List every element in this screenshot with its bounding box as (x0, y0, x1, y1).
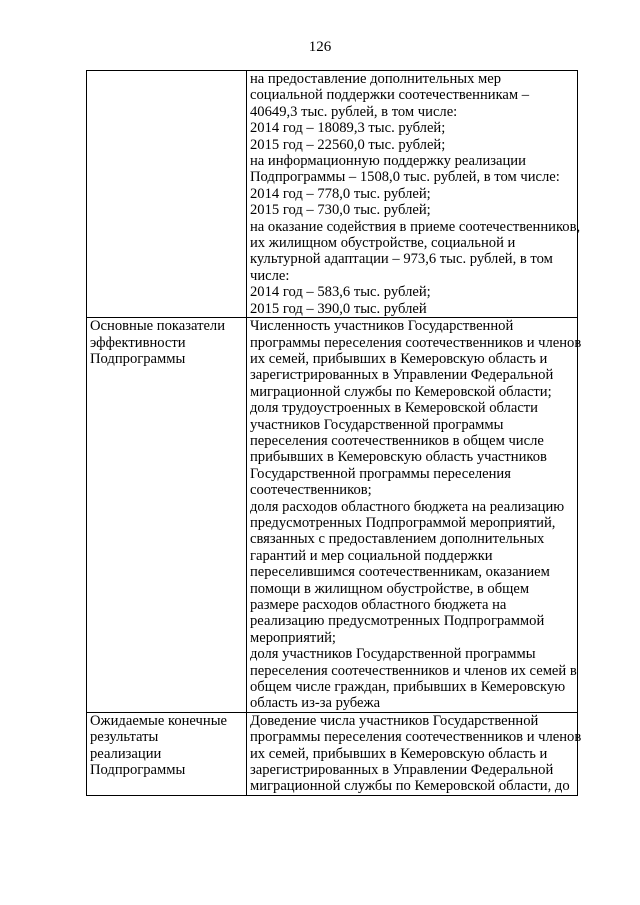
content-line: переселившимся соотечественникам, оказанием (250, 564, 550, 581)
content-line: миграционной службы по Кемеровской области, до (250, 778, 570, 795)
label-line: Основные показатели (90, 318, 226, 335)
content-line: программы переселения соотечественников и членов (250, 729, 582, 746)
row-content-cell (247, 712, 582, 795)
content-line: мероприятий; (250, 629, 336, 646)
content-line: 2014 год – 583,6 тыс. рублей; (250, 284, 431, 301)
content-line: размере расходов областного бюджета на (250, 597, 507, 613)
table-row (87, 71, 578, 318)
content-line: область из-за рубежа (250, 695, 381, 712)
content-line: общем числе граждан, прибывших в Кемеровскую (250, 679, 566, 696)
content-line: на оказание содействия в приеме соотечественников, (250, 218, 581, 235)
content-line: предусмотренных Подпрограммой мероприятий, (250, 514, 556, 531)
content-line: зарегистрированных в Управлении Федеральной (250, 367, 554, 384)
row-label-cell (87, 712, 247, 795)
content-line: прибывших в Кемеровскую область участников (250, 449, 547, 466)
content-line: доля трудоустроенных в Кемеровской области (250, 400, 538, 417)
label-line: результаты (90, 729, 159, 746)
content-line: Доведение числа участников Государственной (250, 712, 539, 729)
content-line: культурной адаптации – 973,6 тыс. рублей, в том (250, 251, 553, 268)
label-line: реализации (90, 745, 162, 762)
content-line: социальной поддержки соотечественникам – (250, 87, 530, 104)
content-line: связанных с предоставлением дополнительных (250, 531, 545, 548)
content-line: их жилищном обустройстве, социальной и (250, 235, 516, 252)
content-line: 40649,3 тыс. рублей, в том числе: (250, 103, 458, 120)
row-content-cell (247, 71, 581, 318)
content-line: переселения соотечественников и членов их семей в (250, 662, 577, 679)
label-line: Подпрограммы (90, 762, 186, 779)
content-line: гарантий и мер социальной поддержки (250, 547, 493, 564)
content-line: Численность участников Государственной (250, 318, 514, 335)
content-line: программы переселения соотечественников и членов (250, 334, 582, 351)
content-line: участников Государственной программы (250, 416, 504, 433)
content-line: зарегистрированных в Управлении Федеральной (250, 762, 554, 779)
content-line: 2014 год – 778,0 тыс. рублей; (250, 185, 431, 202)
table-row (87, 318, 578, 713)
content-line: Государственной программы переселения (250, 465, 511, 482)
label-line: Подпрограммы (90, 350, 186, 367)
content-line: переселения соотечественников в общем числе (250, 432, 544, 449)
label-line: Ожидаемые конечные (90, 712, 227, 729)
content-line: доля участников Государственной программы (250, 646, 536, 663)
content-line: 2015 год – 22560,0 тыс. рублей; (250, 136, 446, 153)
content-line: на информационную поддержку реализации (250, 153, 526, 170)
content-line: 2015 год – 390,0 тыс. рублей (250, 300, 427, 317)
content-line: помощи в жилищном обустройстве, в общем (250, 580, 530, 597)
content-line: Подпрограммы – 1508,0 тыс. рублей, в том числе: (250, 169, 560, 186)
passport-table (86, 70, 582, 796)
page-number: 126 (308, 39, 332, 55)
content-line: на предоставление дополнительных мер (250, 71, 502, 87)
table-body (87, 71, 582, 796)
label-line: эффективности (90, 334, 186, 351)
content-line: соотечественников; (250, 482, 372, 499)
content-line: числе: (250, 267, 290, 284)
row-content-cell (247, 318, 582, 713)
content-line: их семей, прибывших в Кемеровскую область и (250, 350, 548, 367)
row-label-cell (87, 71, 247, 318)
row-label-cell (87, 318, 247, 713)
content-line: реализацию предусмотренных Подпрограммой (250, 613, 545, 630)
content-line: их семей, прибывших в Кемеровскую область и (250, 745, 548, 762)
content-line: доля расходов областного бюджета на реализацию (250, 498, 565, 515)
content-line: 2014 год – 18089,3 тыс. рублей; (250, 120, 446, 137)
content-line: 2015 год – 730,0 тыс. рублей; (250, 202, 431, 219)
table-row (87, 712, 578, 795)
content-line: миграционной службы по Кемеровской области; (250, 383, 552, 400)
